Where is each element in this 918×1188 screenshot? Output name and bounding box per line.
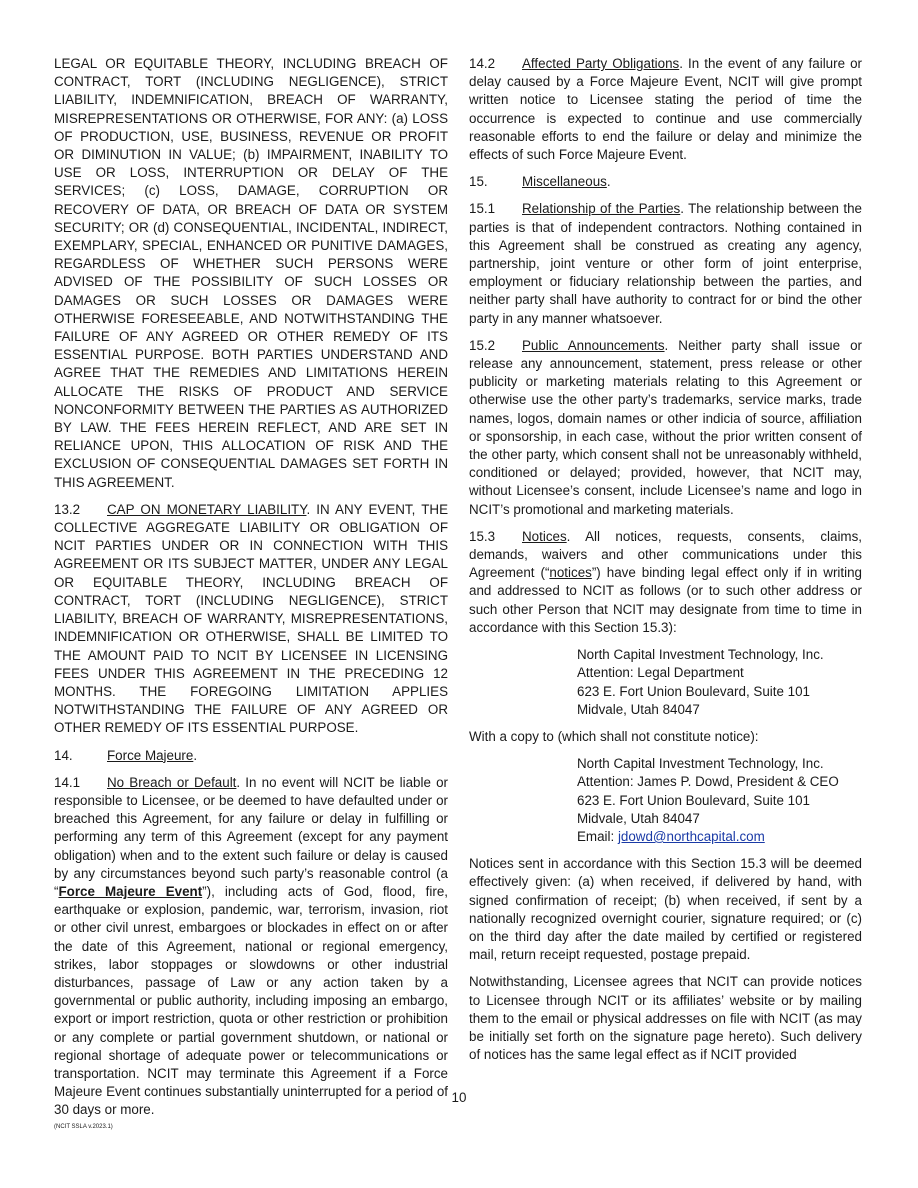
section-body: . The relationship between the parties is that of independent contractors. Nothing contained in this Agreement shall be construed as creating any agency, partnership, joint venture or other form of joint enterprise, employment or fiduciary relationship between the parties, and neither party shall have authority to contract for or bind the other party in any manner whatsoever. [469,201,862,326]
email-link[interactable]: jdowd@northcapital.com [617,828,765,844]
section-15-heading [469,173,862,191]
address-line: Midvale, Utah 84047 [577,810,700,826]
section-number: 13.2 [54,501,81,517]
section-number: 15.1 [469,201,496,217]
right-column [469,55,862,1073]
address-line: North Capital Investment Technology, Inc. [577,647,824,663]
address-line: 623 E. Fort Union Boulevard, Suite 101 [577,792,810,808]
section-number: 15.2 [469,337,496,353]
section-15-3 [469,528,862,637]
section-title: Miscellaneous [522,174,607,190]
email-line [577,828,862,846]
section-14-2 [469,55,862,164]
limitation-paragraph: LEGAL OR EQUITABLE THEORY, INCLUDING BREACH OF CONTRACT, TORT (INCLUDING NEGLIGENCE), STRICT LIABILITY, INDEMNIFICATION, BREACH OF WARRANTY, MISREPRESENTATIONS OR OTHERWISE, FOR ANY: (a) LOSS OF PRODUCTION, USE, BUSINESS, REVENUE OR PROFIT OR DIMINUTION IN VALUE; (b) IMPAIRMENT, INABILITY TO USE OR LOSS, INTERRUPTION OR DELAY OF THE SERVICES; (c) LOSS, DAMAGE, CORRUPTION OR RECOVERY OF DATA, OR BREACH OF DATA OR SYSTEM SECURITY; OR (d) CONSEQUENTIAL, INCIDENTAL, INDIRECT, EXEMPLARY, SPECIAL, ENHANCED OR PUNITIVE DAMAGES, REGARDLESS OF WHETHER SUCH PERSONS WERE ADVISED OF THE POSSIBILITY OF SUCH LOSSES OR DAMAGES OR SUCH LOSSES OR DAMAGES WERE OTHERWISE FORESEEABLE, AND NOTWITHSTANDING THE FAILURE OF ANY AGREED OR OTHER REMEDY OF ITS ESSENTIAL PURPOSE. BOTH PARTIES UNDERSTAND AND AGREE THAT THE REMEDIES AND LIMITATIONS HEREIN ALLOCATE THE RISKS OF PRODUCT AND SERVICE NONCONFORMITY BETWEEN THE PARTIES AS AUTHORIZED BY LAW. THE FEES HEREIN REFLECT, AND ARE SET IN RELIANCE UPON, THIS ALLOCATION OF RISK AND THE EXCLUSION OF CONSEQUENTIAL DAMAGES SET FORTH IN THIS AGREEMENT. [54,56,448,490]
address-line: Midvale, Utah 84047 [577,701,700,717]
section-body-a: . In no event will NCIT be liable or responsible to Licensee, or be deemed to have defaulted under or breached this Agreement, for any failure or delay in fulfilling or performing any term of this Agreement (except for any payment obligation) when and to the extent such failure or delay is caused by any circumstances beyond such party’s reasonable control (a “ [54,774,448,899]
footer-version: (NCIT SSLA v.2023.1) [54,1124,113,1130]
section-body: . In the event of any failure or delay caused by a Force Majeure Event, NCIT will give prompt written notice to Licensee stating the period of time the occurrence is expected to continue and use commercially reasonable efforts to end the failure or delay and minimize the effects of such Force Majeure Event. [469,56,862,163]
notwithstanding-paragraph: Notwithstanding, Licensee agrees that NCIT can provide notices to Licensee through NCIT or its affiliates’ website or by mailing them to the email or physical addresses on file with NCIT (as may be initially set forth on the signature page hereto). Such delivery of notices has the same legal effect as if NCIT provided [469,974,862,1063]
section-number: 14.2 [469,56,496,71]
section-number: 15.3 [469,528,496,544]
defined-term: Force Majeure Event [58,883,203,899]
section-title: No Breach or Default [107,774,237,790]
address-line: Attention: Legal Department [577,665,744,681]
notice-address-ceo [577,755,862,846]
section-title-suffix: . [606,174,611,190]
section-body-b: ”) have binding legal effect only if in writing and addressed to NCIT as follows (or to such other address or such other Person that NCIT may designate from time to time in accordance with this Section 15.3): [469,565,862,635]
section-body: . IN ANY EVENT, THE COLLECTIVE AGGREGATE LIABILITY OR OBLIGATION OF NCIT PARTIES UNDER OR IN CONNECTION WITH THIS AGREEMENT OR ITS SUBJECT MATTER, UNDER ANY LEGAL OR EQUITABLE THEORY, INCLUDING BREACH OF CONTRACT, TORT (INCLUDING NEGLIGENCE), STRICT LIABILITY, BREACH OF WARRANTY, MISREPRESENTATIONS, INDEMNIFICATION OR OTHERWISE, SHALL BE LIMITED TO THE AMOUNT PAID TO NCIT BY LICENSEE IN LICENSING FEES UNDER THIS AGREEMENT IN THE PRECEDING 12 MONTHS. THE FOREGOING LIMITATION APPLIES NOTWITHSTANDING THE FAILURE OF ANY AGREED OR OTHER REMEDY OF ITS ESSENTIAL PURPOSE. [54,501,449,736]
section-body-a: . All notices, requests, consents, claims, demands, waivers and other communications under this Agreement (“ [469,528,862,581]
section-number: 14. [54,747,73,763]
section-13-2 [54,501,448,738]
section-title: Notices [522,528,567,544]
email-label: Email: [577,828,618,844]
copy-to-line: With a copy to (which shall not constitute notice): [469,728,759,744]
section-14-heading [54,747,448,765]
section-title-suffix: . [193,747,198,763]
section-title: Public Announcements [522,337,665,353]
section-number: 15. [469,174,488,190]
section-15-1 [469,200,862,327]
notice-address-legal [577,646,862,719]
section-15-2 [469,337,862,519]
section-title: Affected Party Obligations [522,56,680,71]
section-title: CAP ON MONETARY LIABILITY [107,501,307,517]
page-number: 10 [451,1090,467,1105]
section-14-1 [54,774,448,1120]
notices-given-paragraph: Notices sent in accordance with this Section 15.3 will be deemed effectively given: (a) when received, if delivered by hand, with signed confirmation of receipt; (b) when received, if sent by a nationally recognized overnight courier, signature required; or (c) on the third day after the date mailed by certified or registered mail, return receipt requested, postage prepaid. [469,856,862,963]
address-line: North Capital Investment Technology, Inc. [577,756,824,772]
section-body: . Neither party shall issue or release any announcement, statement, press release or other publicity or marketing materials relating to this Agreement or otherwise use the other party’s trademarks, service marks, trade names, logos, domain names or other indicia of source, affiliation or sponsorship, in each case, without the prior written consent of the other party, which consent shall not be unreasonably withheld, conditioned or delayed; provided, however, that NCIT may, without Licensee’s consent, include Licensee’s name and logo in NCIT’s promotional and marketing materials. [469,337,862,517]
section-title: Relationship of the Parties [522,201,681,217]
section-number: 14.1 [54,774,81,790]
address-line: Attention: James P. Dowd, President & CEO [577,774,839,790]
section-title: Force Majeure [107,747,194,763]
left-column [54,55,448,1129]
section-body-b: ”), including acts of God, flood, fire, earthquake or explosion, pandemic, war, terrorism, invasion, riot or other civil unrest, embargoes or blockades in effect on or after the date of this Agreement, national or regional emergency, strikes, labor stoppages or slowdowns or other industrial disturbances, passage of Law or any action taken by a governmental or public authority, including imposing an embargo, export or import restriction, quota or other restriction or prohibition or any complete or partial government shutdown, or national or regional shortage of adequate power or telecommunications or transportation. NCIT may terminate this Agreement if a Force Majeure Event continues substantially uninterrupted for a period of 30 days or more. [54,883,448,1118]
address-line: 623 E. Fort Union Boulevard, Suite 101 [577,683,810,699]
defined-term: notices [549,565,592,581]
